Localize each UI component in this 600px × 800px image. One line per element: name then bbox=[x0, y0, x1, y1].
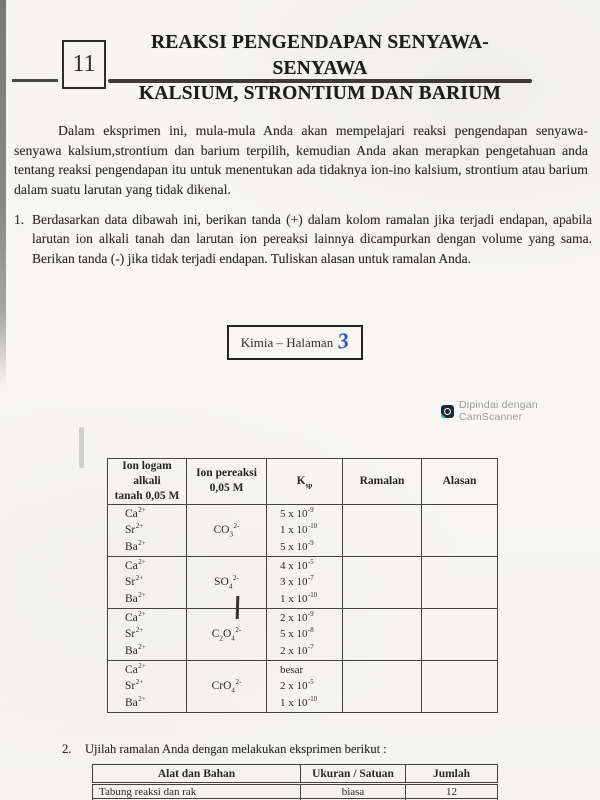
col-header-ramalan: Ramalan bbox=[343, 459, 422, 505]
page-footer-label: Kimia – Halaman bbox=[240, 334, 334, 350]
ksp-values-cell bbox=[267, 556, 343, 608]
ion-formula: $Ca^{2+}$ bbox=[125, 661, 146, 676]
equipment-header-row bbox=[93, 765, 498, 784]
jumlah-cell: 12 bbox=[406, 784, 498, 799]
ksp-values-cell bbox=[267, 660, 343, 712]
ion-formula: $Ba^{2+}$ bbox=[125, 642, 146, 657]
ion-formula: $Ba^{2+}$ bbox=[125, 538, 146, 553]
ksp-symbol: $K_{sp}$ bbox=[296, 474, 313, 490]
equipment-table bbox=[92, 764, 498, 800]
col-header-ion-logam bbox=[108, 459, 187, 505]
ion-formula: $Ca^{2+}$ bbox=[125, 557, 146, 572]
col-header-jumlah: Jumlah bbox=[406, 765, 498, 784]
ksp-values-cell bbox=[267, 504, 343, 556]
ksp-value: 5 x $10^{-8}$ bbox=[280, 627, 314, 641]
scan-smudge bbox=[79, 427, 84, 468]
ion-formula: $Sr^{2+}$ bbox=[125, 678, 144, 693]
camera-lens-glyph bbox=[444, 408, 451, 415]
ion-cell bbox=[108, 660, 187, 712]
page-title bbox=[116, 30, 524, 107]
ksp-value: 2 x $10^{-7}$ bbox=[280, 643, 314, 657]
scan-edge-artifact bbox=[0, 0, 6, 388]
ion-formula: $Ba^{2+}$ bbox=[125, 590, 146, 605]
alasan-cell-empty bbox=[422, 660, 498, 712]
reagent-cell bbox=[187, 504, 267, 556]
ksp-group-oxalate bbox=[108, 608, 498, 660]
ksp-table-header-row bbox=[108, 459, 498, 505]
ion-cell bbox=[108, 608, 187, 660]
ksp-group-sulfate bbox=[108, 556, 498, 608]
header-rule-under-title bbox=[108, 79, 532, 83]
col-header-ion-pereaksi bbox=[187, 459, 267, 505]
reagent-formula: $CO_3^{2-}$ bbox=[213, 522, 240, 539]
camscanner-icon bbox=[441, 405, 454, 418]
reagent-cell bbox=[187, 608, 267, 660]
unit-number: 11 bbox=[72, 51, 96, 77]
ksp-value: 3 x $10^{-7}$ bbox=[280, 575, 314, 589]
alat-cell: Tabung reaksi dan rak bbox=[93, 784, 301, 799]
ksp-value: 1 x $10^{-10}$ bbox=[280, 591, 318, 605]
col-header-alasan: Alasan bbox=[422, 459, 498, 505]
ksp-value: 2 x $10^{-5}$ bbox=[280, 679, 314, 693]
col-header-ion-logam-line2: tanah 0,05 M bbox=[114, 489, 180, 502]
reagent-cell bbox=[187, 556, 267, 608]
col-header-ion-logam-line1: Ion logam alkali bbox=[122, 460, 172, 487]
alasan-cell-empty bbox=[422, 504, 498, 556]
title-line-2: KALSIUM, STRONTIUM DAN BARIUM bbox=[138, 83, 502, 105]
ion-formula: $Ba^{2+}$ bbox=[125, 694, 146, 709]
ramalan-cell-empty bbox=[343, 608, 422, 660]
reagent-formula: $C_2O_4^{2-}$ bbox=[211, 626, 242, 643]
ksp-group-chromate bbox=[108, 660, 498, 712]
page-footer-label-box bbox=[227, 325, 363, 360]
instruction-item-2 bbox=[62, 741, 542, 759]
reagent-formula: $SO_4^{2-}$ bbox=[214, 574, 239, 591]
ksp-value: 2 x $10^{-9}$ bbox=[280, 610, 314, 624]
ion-cell bbox=[108, 556, 187, 608]
ksp-value: 5 x $10^{-9}$ bbox=[280, 539, 314, 553]
ion-formula: $Sr^{2+}$ bbox=[125, 522, 144, 537]
camscanner-badge-text: Dipindai dengan CamScanner bbox=[459, 399, 538, 423]
item-1-number: 1. bbox=[14, 212, 25, 227]
col-header-ion-pereaksi-line1: Ion pereaksi bbox=[196, 467, 257, 480]
unit-number-box bbox=[62, 40, 106, 89]
ion-formula: $Ca^{2+}$ bbox=[125, 505, 146, 520]
col-header-ukuran: Ukuran / Satuan bbox=[301, 765, 406, 784]
ion-formula: $Ca^{2+}$ bbox=[125, 609, 146, 624]
ion-formula: $Sr^{2+}$ bbox=[125, 574, 144, 589]
ksp-value: 1 x $10^{-10}$ bbox=[280, 695, 318, 709]
col-header-ion-pereaksi-line2: 0,05 M bbox=[209, 482, 244, 495]
ksp-value: 4 x $10^{-5}$ bbox=[280, 558, 314, 572]
header-rule-left bbox=[12, 79, 58, 82]
title-line-1: REAKSI PENGENDAPAN SENYAWA-SENYAWA bbox=[150, 32, 490, 79]
intro-paragraph: Dalam eksprimen ini, mula-mula Anda akan mempelajari reaksi pengendapan senyawa-senyawa kalsium,strontium dan barium terpilih, kemudian Anda akan merapkan pengetahuan anda tentang reaksi pengendapan itu untuk menentukan ada tidaknya ion-ino kalsium, strontium atau barium dalam suatu larutan yang tidak dikenal. bbox=[14, 123, 588, 198]
ramalan-cell-empty bbox=[343, 660, 422, 712]
col-header-alat: Alat dan Bahan bbox=[93, 765, 301, 784]
instruction-item-1 bbox=[14, 210, 592, 268]
handwritten-page-number: 3 bbox=[336, 326, 351, 354]
col-header-ksp bbox=[267, 459, 343, 505]
ksp-table bbox=[107, 458, 498, 713]
ramalan-cell-empty bbox=[343, 556, 422, 608]
ion-formula: $Sr^{2+}$ bbox=[125, 626, 144, 641]
item-2-text: Ujilah ramalan Anda dengan melakukan eksprimen berikut : bbox=[85, 742, 387, 756]
equipment-row bbox=[93, 784, 498, 799]
ksp-value: 1 x $10^{-10}$ bbox=[280, 523, 318, 537]
camscanner-badge bbox=[441, 399, 600, 423]
ksp-group-carbonate bbox=[108, 504, 498, 556]
ramalan-cell-empty bbox=[343, 504, 422, 556]
alasan-cell-empty bbox=[422, 556, 498, 608]
reagent-formula: CrO$_4^{2-}$ bbox=[211, 678, 242, 695]
alasan-cell-empty bbox=[422, 608, 498, 660]
item-1-text: Berdasarkan data dibawah ini, berikan tanda (+) dalam kolom ramalan jika terjadi endapan, apabila larutan ion alkali tanah dan larutan ion pereaksi lainnya dicampurkan dengan volume yang sama. Berikan tanda (-) jika tidak terjadi endapan. Tuliskan alasan untuk ramalan Anda. bbox=[32, 212, 592, 266]
ion-cell bbox=[108, 504, 187, 556]
ksp-value: besar bbox=[280, 663, 304, 676]
ksp-value: 5 x $10^{-9}$ bbox=[280, 506, 314, 520]
reagent-cell bbox=[187, 660, 267, 712]
ukuran-cell: biasa bbox=[301, 784, 406, 799]
item-2-number: 2. bbox=[62, 742, 72, 756]
ksp-values-cell bbox=[267, 608, 343, 660]
